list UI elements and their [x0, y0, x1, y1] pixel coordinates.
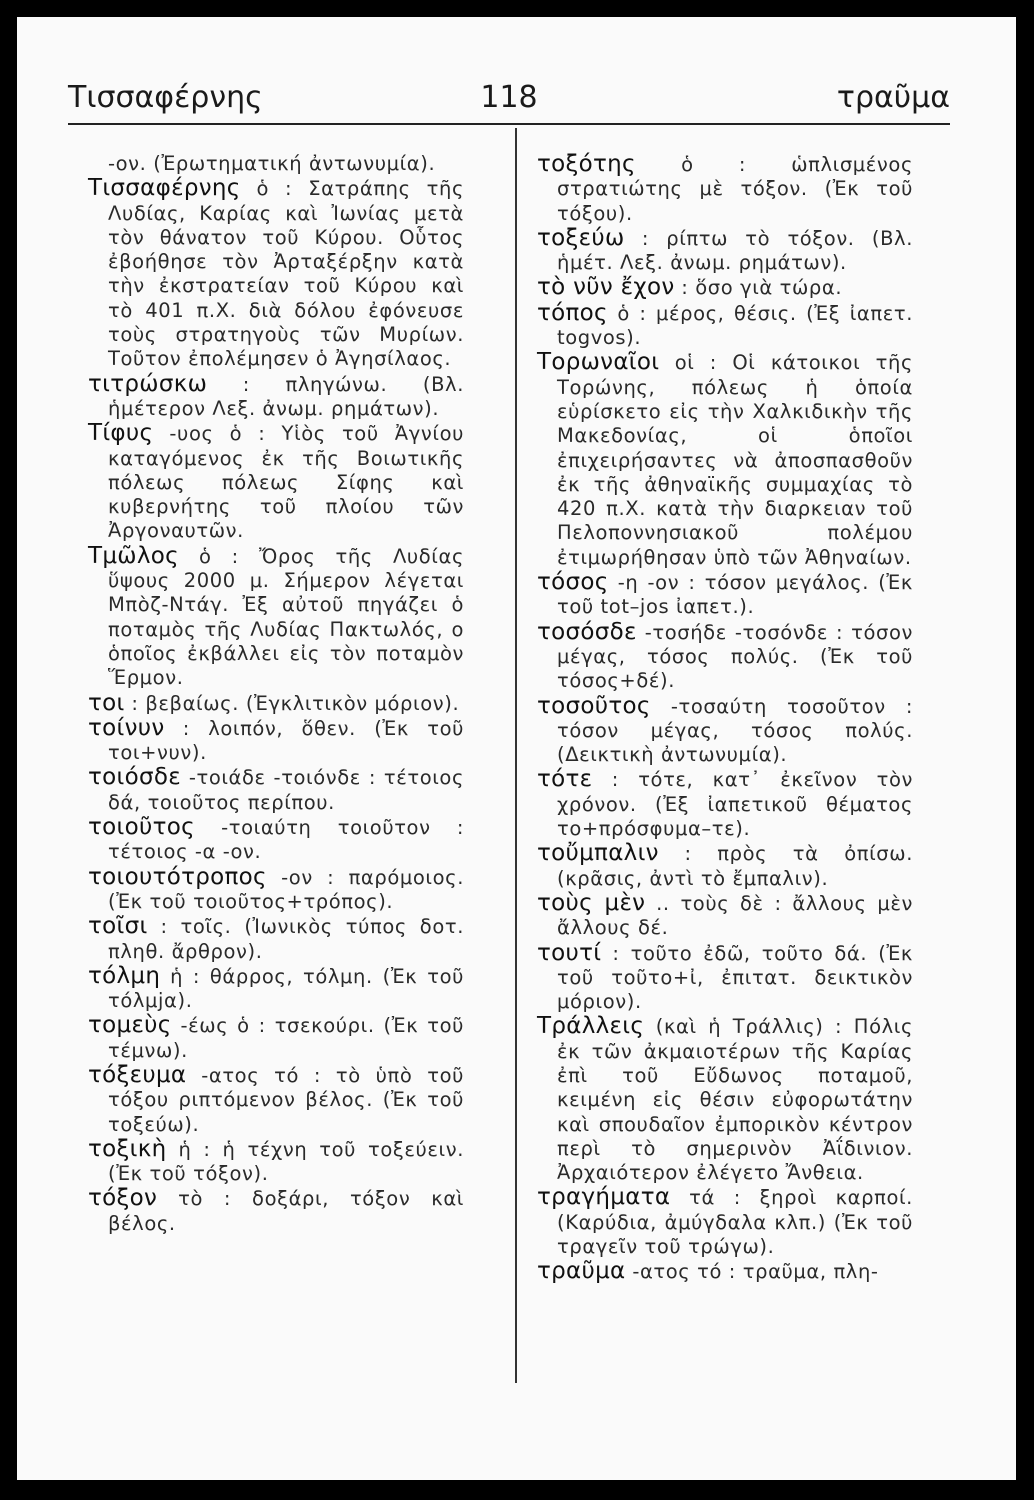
entry-headword: τοὔμπαλιν: [537, 840, 659, 867]
dictionary-entry: [88, 865, 464, 915]
entry-headword: τὸ νῦν ἔχον: [537, 274, 675, 301]
entry-headword: τοι: [88, 689, 125, 716]
dictionary-entry: [88, 1186, 464, 1236]
entry-headword: τραγήματα: [537, 1184, 671, 1211]
entry-definition: ὁ : ὡπλισμένος στρατιώτης μὲ τόξον. (Ἐκ τοῦ τόξου).: [557, 153, 913, 225]
entry-headword: τιτρώσκω: [88, 370, 208, 397]
right-column: [537, 152, 913, 1285]
entry-definition: : τότε, κατ᾽ ἐκεῖνον τὸν χρόνον. (Ἐξ ἰαπετικοῦ θέματος το+πρόσφυμα–τε).: [557, 768, 913, 841]
entry-headword: τοξικὴ: [88, 1135, 167, 1162]
header-rule: [68, 123, 950, 125]
entry-headword: τραῦμα: [537, 1258, 626, 1285]
dictionary-entry: [537, 570, 913, 620]
entry-definition: -τοιαύτη τοιοῦτον : τέτοιος -α -ον.: [108, 816, 464, 864]
entry-headword: τοιοῦτος: [88, 814, 195, 841]
entry-headword: τοσόσδε: [537, 618, 637, 645]
dictionary-entry: [537, 1185, 913, 1259]
dictionary-entry: [88, 1137, 464, 1187]
page-header: [68, 78, 950, 124]
running-head-left: Τισσαφέρνης: [68, 80, 263, 115]
entry-headword: τοιόσδε: [88, 764, 181, 791]
entry-definition: ὁ : Ὄρος τῆς Λυδίας ὕψους 2000 μ. Σήμερον λέγεται Μπὸζ-Ντάγ. Ἐξ αὐτοῦ πηγάζει ὁ ποταμὸς τῆς Λυδίας Πακτωλός, ο ὁποῖος ἐκβάλλει εἰς τὸν ποταμὸν Ἕρμον.: [108, 544, 464, 690]
entry-definition: -η -ον : τόσον μεγάλος. (Ἐκ τοῦ tot–jos ἰαπετ.).: [557, 571, 913, 619]
entry-definition: οἱ : Οἱ κάτοικοι τῆς Τορώνης, πόλεως ἡ ὁποία εὑρίσκετο εἰς τὴν Χαλκιδικὴν τῆς Μακεδονίας, οἱ ὁποῖοι ἐπιχειρήσαντες νὰ ἀποσπασθοῦν ἐκ τῆς ἀθηναϊκῆς συμμαχίας τὸ 420 π.Χ. κατὰ τὴν διαρκειαν τοῦ Πελοποννησιακοῦ πολέμου ἐτιμωρήθησαν ὑπὸ τῶν Ἀθηναίων.: [557, 351, 913, 569]
entry-definition: ὁ : μέρος, θέσις. (Ἐξ ἰαπετ. togvos).: [557, 301, 913, 350]
dictionary-entry: [88, 815, 464, 865]
entry-definition: -έως ὁ : τσεκούρι. (Ἐκ τοῦ τέμνω).: [108, 1014, 464, 1062]
dictionary-entry: [537, 350, 913, 570]
entry-headword: τομεὺς: [88, 1012, 172, 1039]
entry-definition: -τοιάδε -τοιόνδε : τέτοιος δά, τοιοῦτος περίπου.: [108, 766, 464, 814]
entry-definition: -ατος τό : τὸ ὑπὸ τοῦ τόξου ριπτόμενον βέλος. (Ἐκ τοῦ τοξεύω).: [108, 1063, 464, 1136]
entry-definition: ἡ : θάρρος, τόλμη. (Ἐκ τοῦ τόλμjα).: [108, 964, 464, 1013]
dictionary-entry: [537, 1259, 913, 1284]
dictionary-entry: [537, 767, 913, 841]
entry-headword: τοιουτότροπος: [88, 863, 267, 890]
entry-definition: τά : ξηροὶ καρποί. (Καρύδια, ἀμύγδαλα κλπ.) (Ἐκ τοῦ τραγεῖν τοῦ τρώγω).: [557, 1186, 913, 1259]
dictionary-entry: [537, 152, 913, 226]
entry-definition: -ον : παρόμοιος. (Ἐκ τοῦ τοιοῦτος+τρόπος).: [108, 865, 464, 913]
entry-definition: : πρὸς τὰ ὀπίσω. (κρᾶσις, ἀντὶ τὸ ἔμπαλιν).: [557, 842, 913, 890]
entry-headword: τότε: [537, 766, 593, 793]
dictionary-entry: [88, 176, 464, 371]
entry-headword: τουτί: [537, 939, 602, 966]
entry-headword: τοὺς μὲν: [537, 889, 646, 916]
entry-headword: τόσος: [537, 569, 609, 596]
entry-definition: : τοῦτο ἐδῶ, τοῦτο δά. (Ἐκ τοῦ τοῦτο+ἰ, ἐπιτατ. δεικτικὸν μόριον).: [557, 941, 913, 1014]
entry-definition: : ὅσο γιὰ τώρα.: [674, 276, 843, 300]
page-number: 118: [480, 80, 538, 115]
entry-definition: : τοῖς. (Ἰωνικὸς τύπος δοτ. πληθ. ἄρθρον).: [108, 915, 464, 963]
entry-definition: -υος ὁ : Υἱὸς τοῦ Ἀγνίου καταγόμενος ἐκ τῆς Βοιωτικῆς πόλεως πόλεως Σίφης καὶ κυβερνήτης τοῦ πλοίου τῶν Ἀργοναυτῶν.: [108, 422, 464, 543]
left-column: [88, 152, 464, 1236]
dictionary-entry: [537, 275, 913, 300]
entry-headword: τοξότης: [537, 151, 636, 177]
dictionary-entry: [537, 226, 913, 276]
entry-definition: -τοσήδε -τοσόνδε : τόσον μέγας, τόσος πολύς. (Ἐκ τοῦ τόσος+δέ).: [557, 620, 913, 693]
dictionary-entry: [88, 914, 464, 964]
entry-headword: Τισσαφέρνης: [88, 175, 241, 202]
column-divider: [515, 128, 517, 1383]
entry-definition: -τοσαύτη τοσοῦτον : τόσον μέγας, τόσος πολύς. (Δεικτικὴ ἀντωνυμία).: [557, 694, 913, 767]
dictionary-entry: [88, 152, 464, 176]
dictionary-entry: [537, 941, 913, 1015]
dictionary-entry: [88, 372, 464, 422]
dictionary-entry: [88, 544, 464, 691]
dictionary-entry: [537, 1014, 913, 1185]
dictionary-entry: [537, 891, 913, 941]
entry-headword: Τορωναῖοι: [537, 349, 660, 376]
dictionary-entry: [88, 1013, 464, 1063]
entry-headword: τοῖσι: [88, 913, 148, 940]
entry-definition: -ατος τό : τραῦμα, πλη-: [625, 1260, 879, 1284]
dictionary-entry: [88, 765, 464, 815]
dictionary-entry: [88, 421, 464, 543]
dictionary-entry: [88, 716, 464, 766]
entry-definition: .. τοὺς δὲ : ἄλλους μὲν ἄλλους δέ.: [557, 891, 913, 940]
dictionary-entry: [88, 691, 464, 716]
dictionary-entry: [537, 620, 913, 694]
entry-headword: τοίνυν: [88, 714, 165, 741]
entry-headword: τόπος: [537, 299, 608, 326]
entry-headword: τόξον: [88, 1185, 158, 1212]
running-head-right: τραῦμα: [836, 80, 950, 115]
entry-definition: ἡ : ἡ τέχνη τοῦ τοξεύειν. (Ἐκ τοῦ τόξον).: [108, 1137, 464, 1186]
entry-headword: Τμῶλος: [88, 542, 179, 569]
entry-headword: τόλμη: [88, 962, 161, 989]
entry-definition: : λοιπόν, ὅθεν. (Ἐκ τοῦ τοι+νυν).: [108, 716, 464, 765]
dictionary-entry: [88, 1063, 464, 1137]
entry-definition: (καὶ ἡ Τράλλις) : Πόλις ἐκ τῶν ἀκμαιοτέρων τῆς Καρίας ἐπὶ τοῦ Εὔδωνος ποταμοῦ, κειμένη εἰς θέσιν εὐφορωτάτην καὶ σπουδαῖον ἐμπορικὸν κέντρον περὶ τὸ σημερινὸν Ἀΐδινιον. Ἀρχαιότερον ἐλέγετο Ἄνθεια.: [557, 1015, 913, 1185]
entry-headword: τόξευμα: [88, 1061, 187, 1088]
entry-headword: Τράλλεις: [537, 1013, 645, 1040]
entry-headword: τοσοῦτος: [537, 692, 651, 719]
entry-definition: τὸ : δοξάρι, τόξον καὶ βέλος.: [108, 1187, 464, 1235]
entry-definition: ὁ : Σατράπης τῆς Λυδίας, Καρίας καὶ Ἰωνίας μετὰ τὸν θάνατον τοῦ Κύρου. Οὗτος ἐβοήθησε τὸν Ἀρταξέρξην κατὰ τὴν ἐκστρατείαν τοῦ Κύρου καὶ τὸ 401 π.Χ. διὰ δόλου ἐφόνευσε τοὺς στρατηγοὺς τῶν Μυρίων. Τοῦτον ἐπολέμησεν ὁ Ἀγησίλαος.: [108, 177, 464, 371]
dictionary-entry: [537, 694, 913, 768]
dictionary-entry: [537, 841, 913, 891]
dictionary-entry: [537, 301, 913, 351]
entry-definition: : πληγώνω. (Βλ. ἡμέτερον Λεξ. ἀνωμ. ρημάτων).: [108, 372, 464, 420]
entry-definition: : βεβαίως. (Ἐγκλιτικὸν μόριον).: [124, 691, 460, 715]
entry-definition: : ρίπτω τὸ τόξον. (Βλ. ἡμέτ. Λεξ. ἀνωμ. ρημάτων).: [557, 226, 913, 275]
dictionary-entry: [88, 964, 464, 1014]
entry-headword: τοξεύω: [537, 224, 625, 251]
entry-headword: Τίφυς: [88, 420, 154, 447]
entry-definition: -ον. (Ἐρωτηματική ἀντωνυμία).: [108, 152, 436, 175]
